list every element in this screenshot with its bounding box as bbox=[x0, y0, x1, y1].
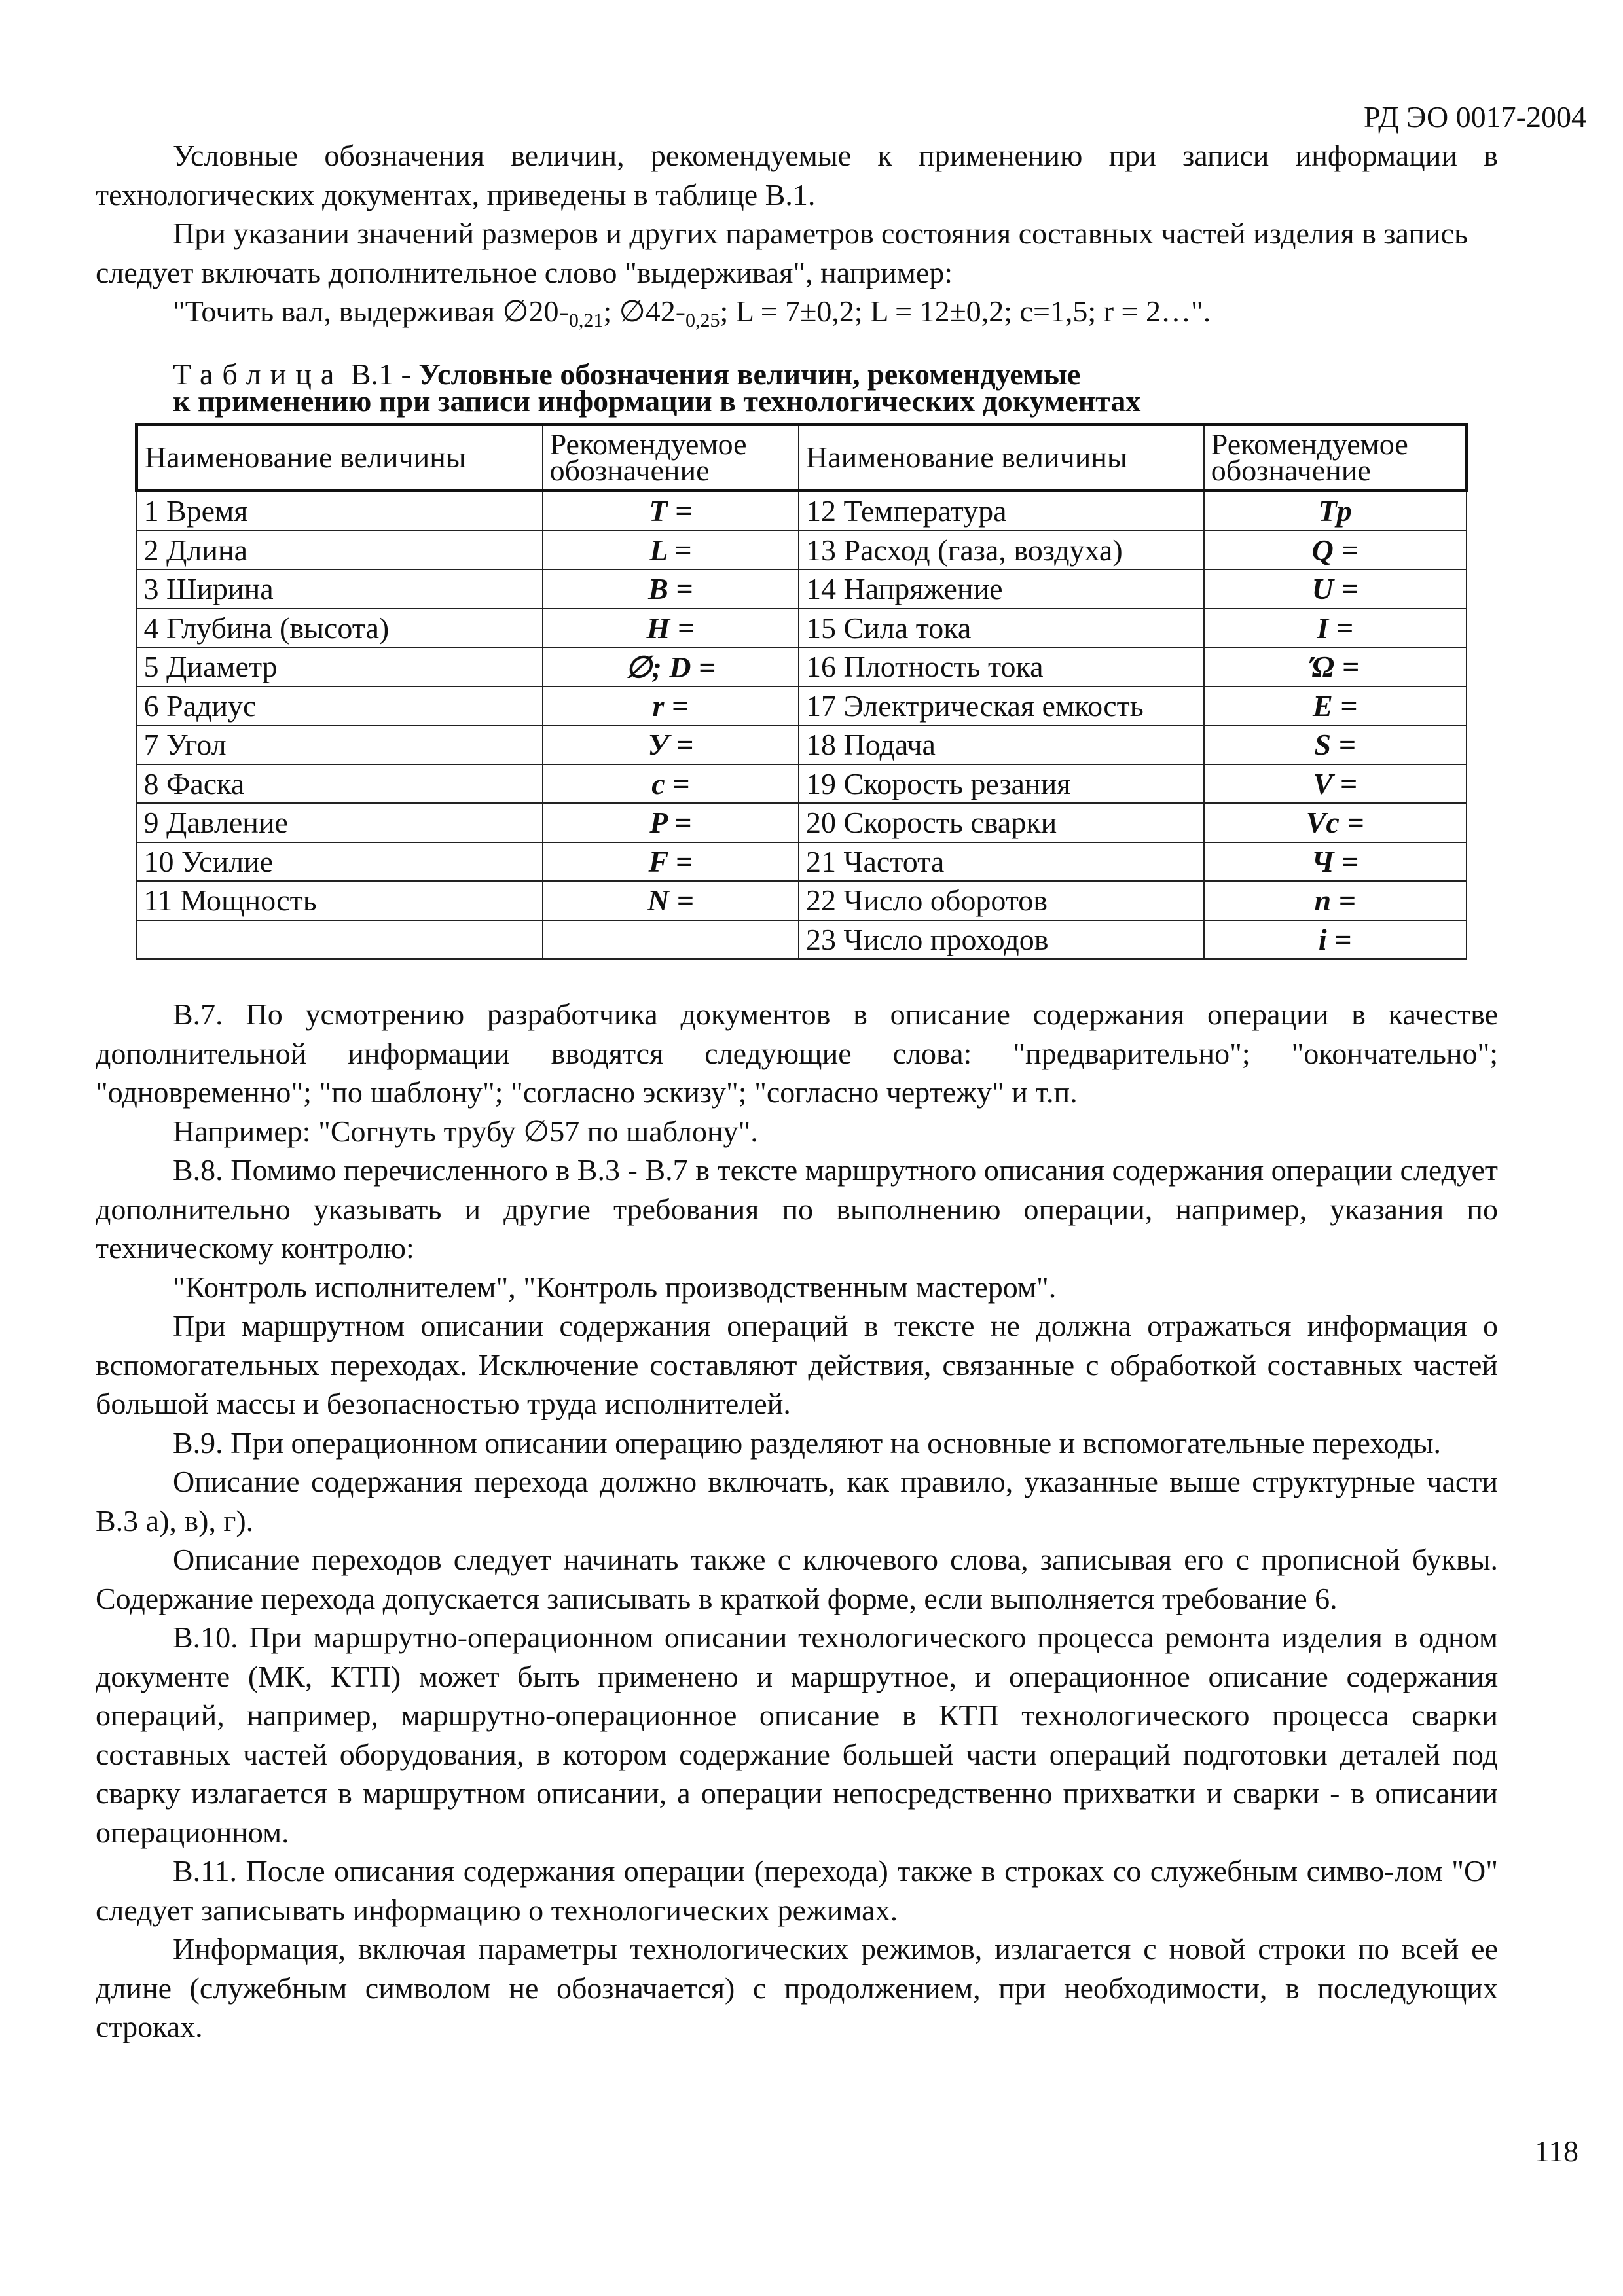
paragraph-b9-3: Описание переходов следует начинать также с ключевого слова, записывая его с прописной буквы. Содержание перехода допускается записывать в краткой форме, если выполняется требование 6. bbox=[96, 1543, 1498, 1615]
intro-section bbox=[96, 136, 1498, 331]
table-row bbox=[137, 881, 1467, 920]
caption-title-line1: Условные обозначения величин, рекомендуемые bbox=[418, 357, 1081, 391]
cell-symbol-left bbox=[543, 920, 799, 960]
table-row bbox=[137, 725, 1467, 764]
cell-name-left: 5 Диаметр bbox=[137, 647, 543, 687]
paragraph-b11: В.11. После описания содержания операции (перехода) также в строках со служебным симво-лом "О" следует записывать информацию о технологических режимах. bbox=[96, 1854, 1498, 1927]
cell-name-left: 2 Длина bbox=[137, 531, 543, 570]
paragraph-b7: В.7. По усмотрению разработчика документов в описание содержания операции в качестве дополнительной информации вводятся следующие слова: "предварительно"; "окончательно"; "одновременно"; "по шаблону"; "согласно эскизу"; "согласно чертежу" и т.п. bbox=[96, 997, 1498, 1109]
cell-symbol-right: Ώ = bbox=[1204, 647, 1467, 687]
cell-symbol-left: T = bbox=[543, 491, 799, 531]
table-row bbox=[137, 764, 1467, 804]
paragraph-b7-example: Например: "Согнуть трубу ∅57 по шаблону". bbox=[173, 1114, 758, 1148]
table-row bbox=[137, 609, 1467, 648]
paragraph-b8-example: "Контроль исполнителем", "Контроль производственным мастером". bbox=[173, 1270, 1057, 1304]
table-header-row bbox=[137, 425, 1467, 491]
cell-symbol-right: Vc = bbox=[1204, 803, 1467, 842]
intro-example: "Точить вал, выдерживая $\emptyset 20-_{0,21}$; $\emptyset 42-_{0,25}$; L = 7±0,2; L = 12±0,2; c=1,5; r = 2…". bbox=[173, 295, 1211, 331]
table-row bbox=[137, 647, 1467, 687]
page-number: 118 bbox=[1534, 2134, 1578, 2168]
cell-symbol-left: c = bbox=[543, 764, 799, 804]
cell-symbol-right: Q = bbox=[1204, 531, 1467, 570]
table-body bbox=[137, 491, 1467, 960]
cell-name-right: 23 Число проходов bbox=[799, 920, 1204, 960]
cell-symbol-right: U = bbox=[1204, 569, 1467, 609]
table-caption: Таблица В.1 - Условные обозначения величин, рекомендуемые к применению при записи информации в технологических документах bbox=[96, 360, 1498, 414]
cell-symbol-left: F = bbox=[543, 842, 799, 882]
paragraph-b9-2: Описание содержания перехода должно включать, как правило, указанные выше структурные части В.3 а), в), г). bbox=[96, 1465, 1498, 1537]
cell-symbol-left: N = bbox=[543, 881, 799, 920]
cell-name-left: 10 Усилие bbox=[137, 842, 543, 882]
cell-name-left: 3 Ширина bbox=[137, 569, 543, 609]
paragraph-b9: В.9. При операционном описании операцию разделяют на основные и вспомогательные переходы. bbox=[173, 1426, 1442, 1460]
cell-symbol-left: ∅; D = bbox=[543, 647, 799, 687]
cell-name-left bbox=[137, 920, 543, 960]
cell-name-right: 21 Частота bbox=[799, 842, 1204, 882]
table-row bbox=[137, 531, 1467, 570]
cell-name-right: 18 Подача bbox=[799, 725, 1204, 764]
cell-symbol-right: Ч = bbox=[1204, 842, 1467, 882]
cell-name-right: 13 Расход (газа, воздуха) bbox=[799, 531, 1204, 570]
cell-symbol-right: n = bbox=[1204, 881, 1467, 920]
symbols-table bbox=[135, 423, 1468, 960]
table-row bbox=[137, 569, 1467, 609]
cell-symbol-left: У = bbox=[543, 725, 799, 764]
cell-name-left: 8 Фаска bbox=[137, 764, 543, 804]
caption-title-line2: к применению при записи информации в технологических документах bbox=[173, 384, 1141, 418]
body-section bbox=[96, 995, 1498, 2047]
paragraph-b8-2: При маршрутном описании содержания операций в тексте не должна отражаться информация о вспомогательных переходах. Исключение составляют действия, связанные с обработкой составных частей большой массы и безопасностью труда исполнителей. bbox=[96, 1309, 1498, 1420]
table-row bbox=[137, 842, 1467, 882]
paragraph-b8: В.8. Помимо перечисленного в В.3 - В.7 в тексте маршрутного описания содержания операции следует дополнительно указывать и другие требования по выполнению операции, например, указания по техническому контролю: bbox=[96, 1153, 1498, 1265]
cell-symbol-left: H = bbox=[543, 609, 799, 648]
cell-symbol-right: S = bbox=[1204, 725, 1467, 764]
cell-symbol-right: I = bbox=[1204, 609, 1467, 648]
table-row bbox=[137, 491, 1467, 531]
cell-name-right: 22 Число оборотов bbox=[799, 881, 1204, 920]
cell-symbol-left: r = bbox=[543, 687, 799, 726]
table-row bbox=[137, 687, 1467, 726]
cell-name-right: 20 Скорость сварки bbox=[799, 803, 1204, 842]
caption-label: Таблица bbox=[173, 357, 344, 391]
header-symbol-2: Рекомендуемое обозначение bbox=[1204, 425, 1467, 491]
cell-symbol-right: E = bbox=[1204, 687, 1467, 726]
cell-name-left: 4 Глубина (высота) bbox=[137, 609, 543, 648]
cell-symbol-left: B = bbox=[543, 569, 799, 609]
intro-paragraph-1: Условные обозначения величин, рекомендуемые к применению при записи информации в технологических документах, приведены в таблице В.1. bbox=[96, 139, 1498, 211]
header-name-1: Наименование величины bbox=[137, 425, 543, 491]
cell-symbol-left: P = bbox=[543, 803, 799, 842]
table-row bbox=[137, 920, 1467, 960]
intro-paragraph-2: При указании значений размеров и других параметров состояния составных частей изделия в запись следует включать дополнительное слово "выдерживая", например: bbox=[96, 217, 1468, 289]
cell-name-right: 17 Электрическая емкость bbox=[799, 687, 1204, 726]
cell-symbol-right: Tp bbox=[1204, 491, 1467, 531]
caption-number: В.1 bbox=[350, 357, 393, 391]
cell-symbol-left: L = bbox=[543, 531, 799, 570]
cell-name-right: 15 Сила тока bbox=[799, 609, 1204, 648]
cell-name-right: 14 Напряжение bbox=[799, 569, 1204, 609]
cell-name-left: 11 Мощность bbox=[137, 881, 543, 920]
cell-name-left: 1 Время bbox=[137, 491, 543, 531]
cell-name-left: 6 Радиус bbox=[137, 687, 543, 726]
paragraph-b10: В.10. При маршрутно-операционном описании технологического процесса ремонта изделия в одном документе (МК, КТП) может быть применено и маршрутное, и операционное описание содержания операций, например, маршрутно-операционное описание в КТП технологического процесса сварки составных частей оборудования, в котором содержание большей части операций подготовки деталей под сварку излагается в маршрутном описании, а операции непосредственно прихватки и сварки - в описании операционном. bbox=[96, 1621, 1498, 1849]
cell-name-left: 7 Угол bbox=[137, 725, 543, 764]
cell-symbol-right: i = bbox=[1204, 920, 1467, 960]
header-name-2: Наименование величины bbox=[799, 425, 1204, 491]
cell-symbol-right: V = bbox=[1204, 764, 1467, 804]
cell-name-right: 16 Плотность тока bbox=[799, 647, 1204, 687]
cell-name-right: 19 Скорость резания bbox=[799, 764, 1204, 804]
table-row bbox=[137, 803, 1467, 842]
paragraph-b11-2: Информация, включая параметры технологических режимов, излагается с новой строки по всей ее длине (служебным символом не обозначается) с продолжением, при необходимости, в последующих строках. bbox=[96, 1932, 1498, 2043]
cell-name-right: 12 Температура bbox=[799, 491, 1204, 531]
cell-name-left: 9 Давление bbox=[137, 803, 543, 842]
document-code: РД ЭО 0017-2004 bbox=[1364, 100, 1586, 134]
header-symbol-1: Рекомендуемое обозначение bbox=[543, 425, 799, 491]
